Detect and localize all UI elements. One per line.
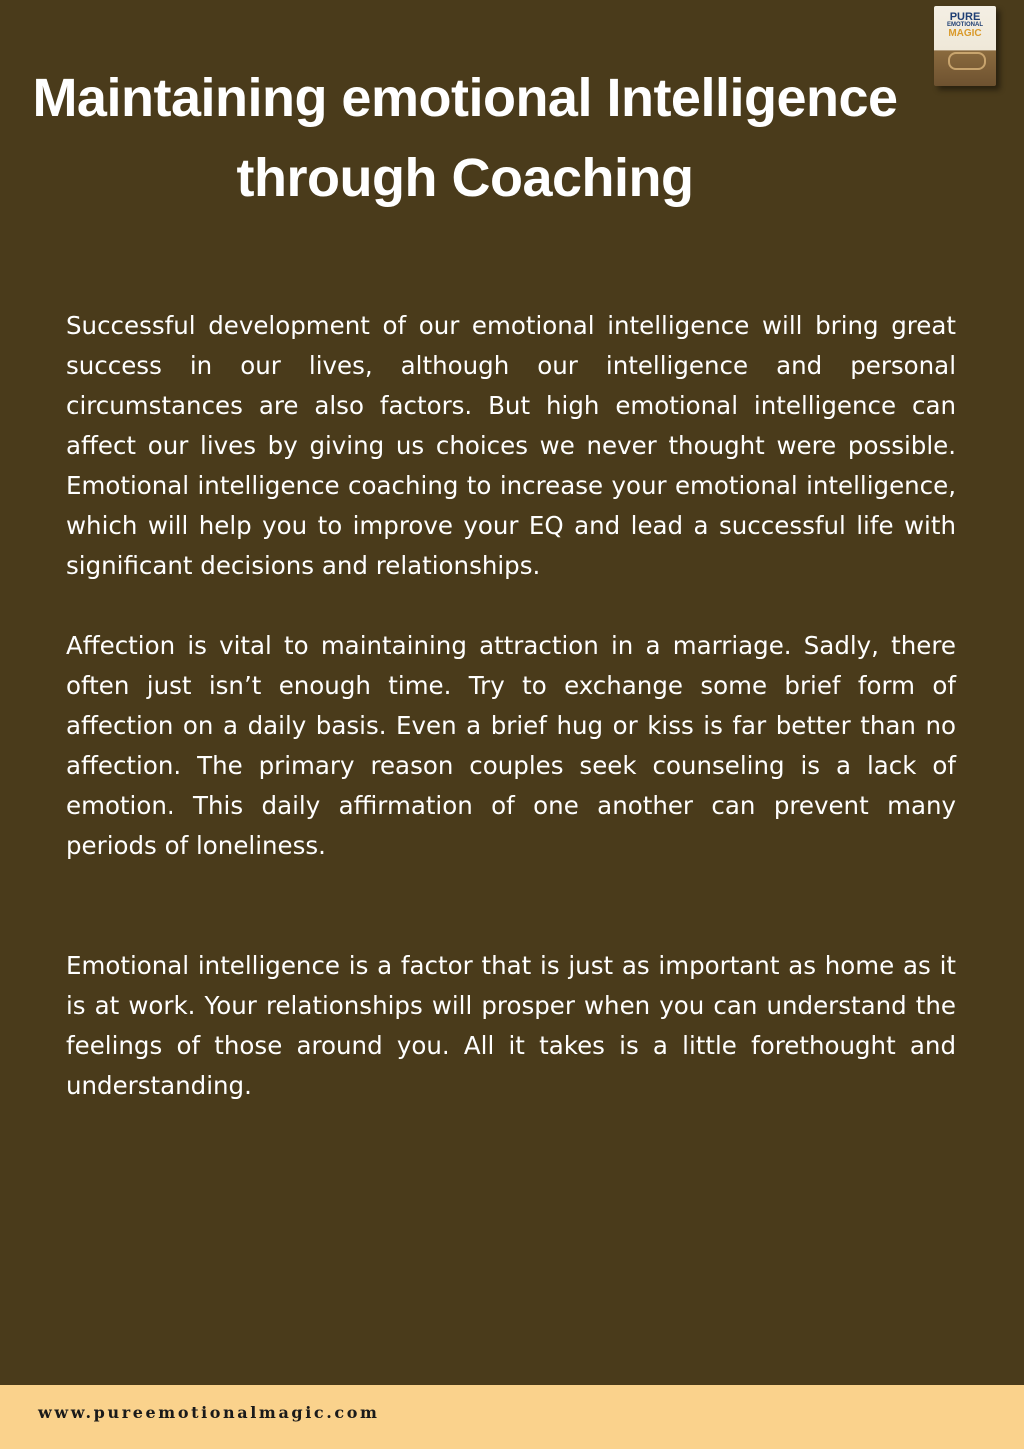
body-text bbox=[66, 306, 956, 1106]
book-cover-line-3: MAGIC bbox=[948, 28, 982, 39]
page-title bbox=[0, 58, 930, 218]
book-cover-line-2: EMOTIONAL bbox=[947, 22, 983, 28]
book-cover-title bbox=[934, 12, 996, 39]
footer-band bbox=[0, 1385, 1024, 1449]
book-cover-image bbox=[934, 6, 996, 86]
title-line-2: through Coaching bbox=[236, 148, 694, 208]
website-url[interactable]: www.pureemotionalmagic.com bbox=[38, 1403, 380, 1422]
paragraph-3: Emotional intelligence is a factor that is just as important as home as it is at work. Your relationships will prosper when you can understand the feelings of those around you. All it takes is a little forethought and understanding. bbox=[66, 951, 956, 1100]
paragraph-1: Successful development of our emotional intelligence will bring great success in our lives, although our intelligence and personal circumstances are also factors. But high emotional intelligence can affect our lives by giving us choices we never thought were possible. Emotional intelligence coaching to increase your emotional intelligence, which will help you to improve your EQ and lead a successful life with significant decisions and relationships. bbox=[66, 311, 956, 580]
title-line-1: Maintaining emotional Intelligence bbox=[32, 68, 898, 128]
book-cover-chain-graphic bbox=[948, 52, 986, 70]
paragraph-2: Affection is vital to maintaining attraction in a marriage. Sadly, there often just isn’t enough time. Try to exchange some brief form of affection on a daily basis. Even a brief hug or kiss is far better than no affection. The primary reason couples seek counseling is a lack of emotion. This daily affirmation of one another can prevent many periods of loneliness. bbox=[66, 631, 956, 860]
book-cover-line-1: PURE bbox=[949, 11, 981, 23]
